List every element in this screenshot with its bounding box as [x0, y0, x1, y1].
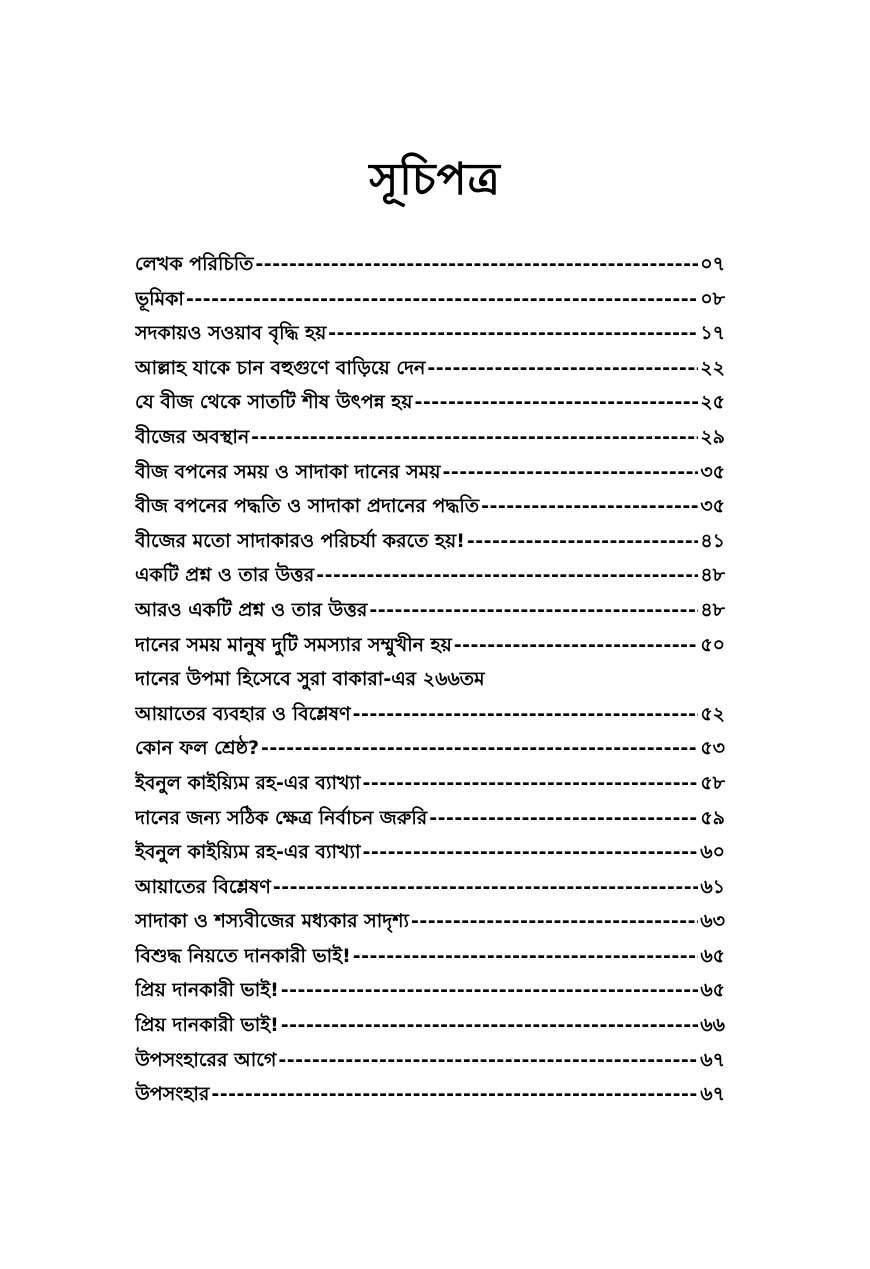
toc-entry — [135, 838, 725, 873]
toc-entry-page: ০৮ — [700, 287, 725, 310]
toc-entry-page: ৫২ — [700, 702, 725, 725]
toc-entry-title: একটি প্রশ্ন ও তার উত্তর — [135, 564, 315, 587]
toc-entry — [135, 458, 725, 493]
toc-entry-title: কোন ফল শ্রেষ্ঠ? — [135, 737, 260, 760]
toc-entry-page: ৪৮ — [700, 564, 725, 587]
toc-entry-page: ০৭ — [700, 253, 725, 275]
toc-dash-leader — [481, 495, 698, 517]
toc-entry — [135, 250, 725, 285]
toc-dash-leader — [429, 807, 698, 829]
toc-entry-title: ইবনুল কাইয়্যিম রহ-এর ব্যাখ্যা — [135, 841, 361, 864]
toc-entry — [135, 942, 725, 977]
toc-entry-page: ৬১ — [700, 875, 725, 898]
toc-entry — [135, 1011, 725, 1046]
toc-dash-leader — [273, 876, 698, 898]
toc-entry-title: দানের উপমা হিসেবে সুরা বাকারা-এর ২৬৬তম — [135, 668, 485, 691]
toc-entry — [135, 1046, 725, 1081]
toc-dash-leader — [363, 772, 699, 794]
toc-entry-title: আল্লাহ যাকে চান বহুগুণে বাড়িয়ে দেন — [135, 356, 426, 379]
toc-entry — [135, 492, 725, 527]
toc-dash-leader — [369, 599, 698, 621]
toc-entry-title: প্রিয় দানকারী ভাই! — [135, 979, 279, 1002]
toc-entry-page: ৫৩ — [700, 737, 725, 760]
toc-entry — [135, 1080, 725, 1115]
toc-entry-title: আয়াতের ব্যবহার ও বিশ্লেষণ — [135, 702, 351, 725]
toc-entry-page: ৫০ — [700, 633, 725, 656]
toc-entry-title: আরও একটি প্রশ্ন ও তার উত্তর — [135, 598, 368, 621]
toc-entry-title: ভূমিকা — [135, 287, 184, 310]
toc-entry — [135, 596, 725, 631]
toc-entry-title: যে বীজ থেকে সাতটি শীষ উৎপন্ন হয় — [135, 391, 413, 414]
toc-entry — [135, 734, 725, 769]
table-of-contents — [135, 250, 725, 1115]
toc-dash-leader — [454, 634, 699, 656]
toc-entry-page: ২৫ — [700, 391, 725, 414]
toc-dash-leader — [442, 461, 698, 483]
toc-entry-title: বীজের অবস্থান — [135, 425, 250, 448]
toc-entry-title: দানের সময় মানুষ দুটি সমস্যার সম্মুখীন হয় — [135, 633, 452, 656]
toc-dash-leader — [316, 564, 698, 586]
toc-entry — [135, 769, 725, 804]
toc-dash-leader — [261, 737, 698, 759]
toc-entry — [135, 631, 725, 666]
toc-dash-leader — [186, 288, 698, 310]
toc-dash-leader — [281, 979, 699, 1001]
toc-entry — [135, 423, 725, 458]
toc-entry-page: ৪৮ — [700, 598, 725, 621]
toc-entry-page: ৩৫ — [700, 495, 725, 518]
toc-entry — [135, 561, 725, 596]
toc-entry-page: ১৭ — [700, 322, 725, 345]
toc-entry — [135, 700, 725, 735]
toc-entry — [135, 976, 725, 1011]
toc-entry — [135, 804, 725, 839]
toc-entry-title: সাদাকা ও শস্যবীজের মধ্যকার সাদৃশ্য — [135, 910, 409, 933]
toc-dash-leader — [328, 322, 698, 344]
toc-dash-leader — [363, 841, 699, 863]
toc-dash-leader — [211, 1083, 698, 1105]
toc-dash-leader — [353, 703, 699, 725]
toc-entry-page: ৬০ — [700, 841, 725, 864]
toc-entry-title: বীজ বপনের পদ্ধতি ও সাদাকা প্রদানের পদ্ধতি — [135, 495, 480, 518]
toc-entry-title: ইবনুল কাইয়্যিম রহ-এর ব্যাখ্যা — [135, 771, 361, 794]
toc-dash-leader — [278, 1049, 698, 1071]
toc-entry-page: ৬৫ — [700, 944, 725, 967]
toc-dash-leader — [427, 357, 698, 379]
toc-dash-leader — [353, 945, 699, 967]
toc-entry-title: আয়াতের বিশ্লেষণ — [135, 875, 271, 898]
toc-entry-title: উপসংহার — [135, 1083, 210, 1106]
toc-entry-title: বীজ বপনের সময় ও সাদাকা দানের সময় — [135, 460, 441, 483]
toc-entry-page: ২২ — [700, 356, 725, 379]
toc-entry-page: ৬৩ — [700, 910, 725, 933]
toc-dash-leader — [414, 391, 698, 413]
toc-entry-page: ৬৬ — [700, 1014, 725, 1037]
toc-entry — [135, 319, 725, 354]
toc-entry-page: ৬৭ — [700, 1083, 725, 1106]
page-title: সূচিপত্র — [369, 154, 501, 205]
toc-entry — [135, 665, 725, 700]
toc-entry — [135, 388, 725, 423]
toc-entry-title: বীজের মতো সাদাকারও পরিচর্যা করতে হয়! — [135, 529, 465, 552]
toc-dash-leader — [467, 530, 698, 552]
toc-entry-title: প্রিয় দানকারী ভাই! — [135, 1014, 279, 1037]
toc-entry-page: ৬৭ — [700, 1048, 725, 1071]
toc-entry — [135, 873, 725, 908]
toc-entry-title: লেখক পরিচিতি — [135, 253, 254, 275]
toc-entry — [135, 527, 725, 562]
toc-dash-leader — [281, 1014, 699, 1036]
toc-dash-leader — [255, 253, 698, 275]
toc-entry-page: ৬৫ — [700, 979, 725, 1002]
toc-entry-title: দানের জন্য সঠিক ক্ষেত্র নির্বাচন জরুরি — [135, 806, 428, 829]
toc-entry-title: উপসংহারের আগে — [135, 1048, 277, 1071]
toc-entry — [135, 285, 725, 320]
toc-entry-page: ৪১ — [700, 529, 725, 552]
toc-dash-leader — [411, 910, 698, 932]
toc-dash-leader — [251, 426, 698, 448]
toc-entry-page: ৫৮ — [700, 771, 725, 794]
toc-entry-title: সদকায়ও সওয়াব বৃদ্ধি হয় — [135, 322, 327, 345]
toc-entry-title: বিশুদ্ধ নিয়তে দানকারী ভাই! — [135, 944, 351, 967]
toc-entry — [135, 354, 725, 389]
toc-entry — [135, 907, 725, 942]
toc-entry-page: ৩৫ — [700, 460, 725, 483]
toc-entry-page: ৫৯ — [700, 806, 725, 829]
toc-entry-page: ২৯ — [700, 425, 725, 448]
